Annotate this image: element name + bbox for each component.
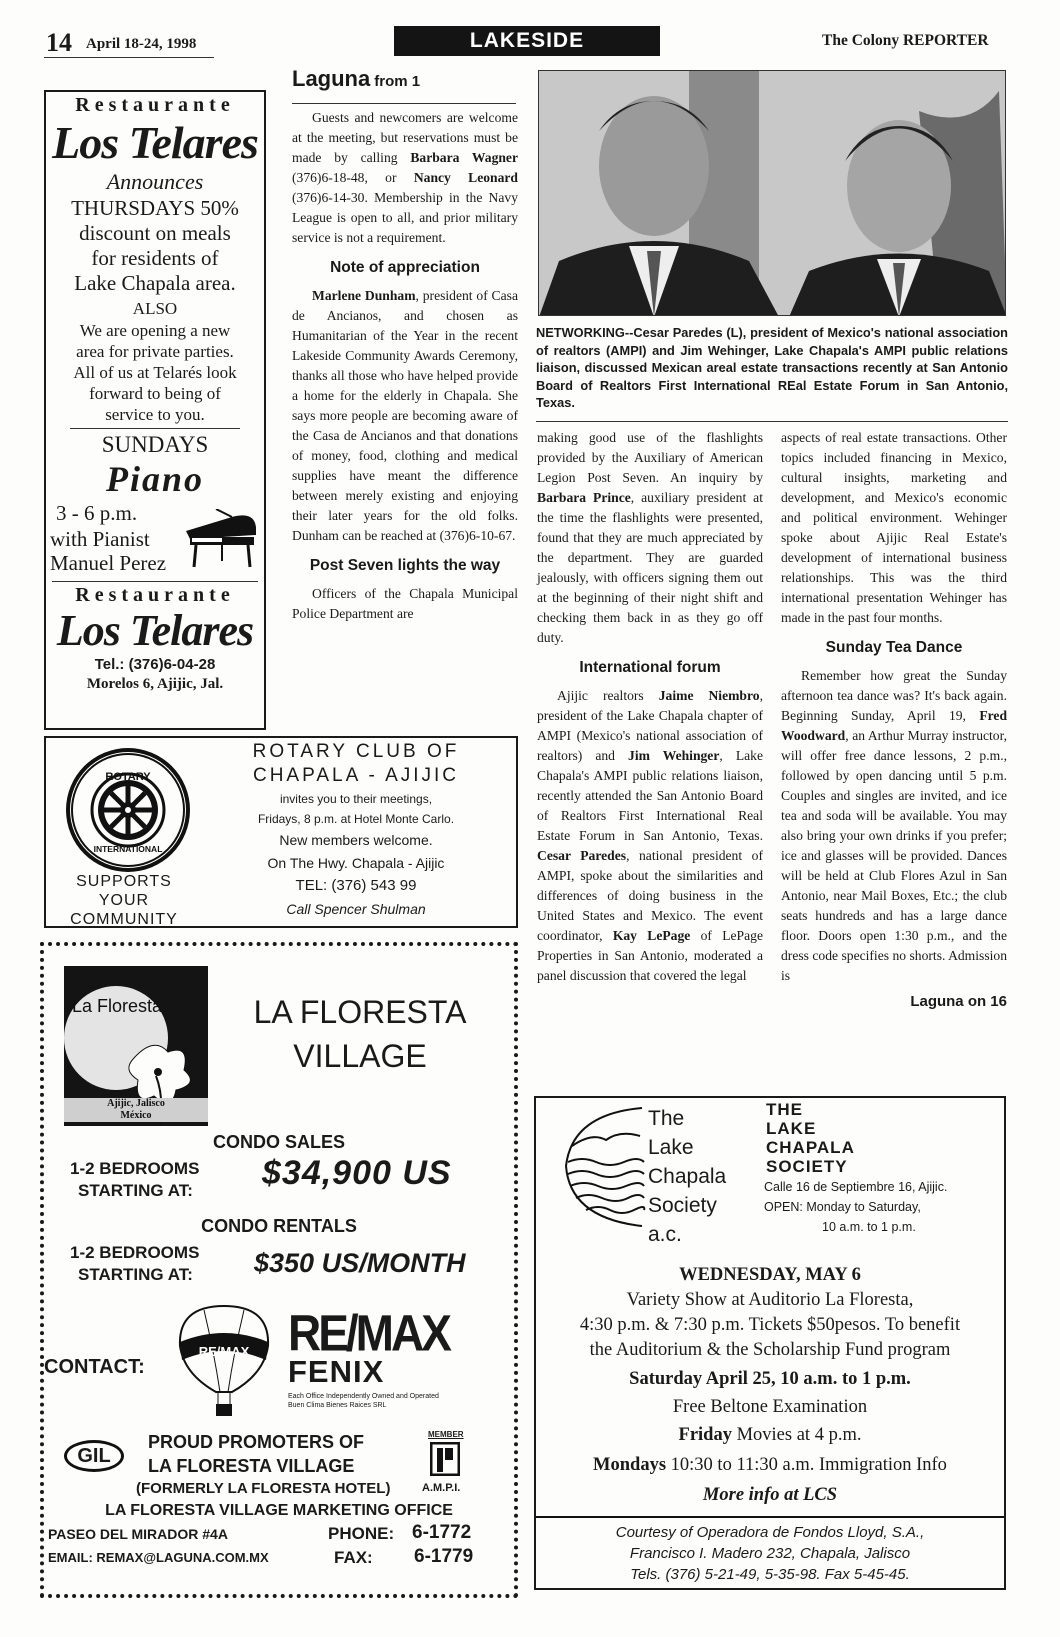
- telares-line7: All of us at Telarés look: [73, 363, 237, 382]
- issue-date: April 18-24, 1998: [86, 36, 197, 52]
- rotary-supports2: YOUR: [98, 892, 150, 909]
- rotary-logo-top: ROTARY: [105, 771, 151, 783]
- logo-text: La Floresta: [72, 996, 163, 1016]
- laguna-para2: Marlene Dunham, president of Casa de Ancianos, and chosen as Humanitarian of the Year in the recent Lakeside Community Awards Ceremony, thanks all those who have helped provide a home for the elderly in Chapala. She says more people are becoming aware of the Casa de Ancianos and that donations of money, food, clothing and medical supplies have meant the difference between merely existing and enjoying their later years for the old folks. Dunham can be reached at (376)6-10-67.: [292, 288, 518, 543]
- rotary-wheel-icon: [60, 744, 196, 876]
- remax-logo: RE/MAX: [288, 1304, 449, 1362]
- telares-pianist2: Manuel Perez: [50, 551, 167, 575]
- lcs-rule: [536, 1516, 1004, 1518]
- logo-sub1: Ajijic, Jalisco: [107, 1098, 165, 1109]
- col4-para2: Remember how great the Sunday afternoon tea dance was? It's back again. Beginning Sunday, April 19, Fred Woodward, an Arthur Murray instructor, will offer free dance lessons, 2 p.m., followed by open dancing until 5 p.m. Couples and singles are invited, and ice tea and soda will be available. You may also bring your own drinks if you prefer; ice and glasses will be provided. Dances will be held at Club Flores Azul in San Antonio, near Mail Boxes, Etc.; the club seats hundreds and has a large dance floor. Doors open 1:30 p.m., and the dress code specifies no shorts. Admission is: [781, 668, 1007, 983]
- promoters1: PROUD PROMOTERS OF: [148, 1432, 365, 1452]
- floresta-address: PASEO DEL MIRADOR #4A: [48, 1526, 228, 1542]
- courtesy2: Francisco I. Madero 232, Chapala, Jalisco: [629, 1545, 911, 1562]
- column-4: [781, 428, 1007, 1012]
- subhead-tea-dance: Sunday Tea Dance: [825, 639, 963, 656]
- telares-divider: [70, 428, 240, 429]
- col4-para1: aspects of real estate transactions. Other topics included financing in Mexico, cultural insights, marketing and development, and Mexico's economic and political environment. Wehinger spoke about Ajijic Real Estate's development of international business relationships. This was the third international presentation Wehinger has made in the past four months.: [781, 430, 1007, 625]
- laguna-para1: Guests and newcomers are welcome at the meeting, but reservations must be made by calling Barbara Wagner (376)6-18-48, or Nancy Leonard (376)6-14-30. Membership in the Navy League is open to all, and prior military service is not a requirement.: [292, 110, 518, 245]
- subhead-post-seven: Post Seven lights the way: [309, 557, 501, 574]
- event4-text: 10:30 to 11:30 a.m. Immigration Info: [666, 1455, 947, 1475]
- logo-sub: [64, 1098, 208, 1122]
- formerly-line: (FORMERLY LA FLORESTA HOTEL): [136, 1480, 391, 1497]
- paper-name: The Colony REPORTER: [822, 32, 989, 49]
- telares-line4: Lake Chapala area.: [74, 271, 236, 295]
- rotary-title2: CHAPALA - AJIJIC: [252, 765, 460, 786]
- laguna-para3: Officers of the Chapala Municipal Police Department are: [292, 586, 518, 621]
- balloon-label: RE/MAX: [198, 1344, 250, 1359]
- lcs-courtesy: [536, 1522, 1004, 1585]
- rotary-text-block: [196, 740, 516, 920]
- telares-line5: We are opening a new: [79, 321, 231, 340]
- event3-text: Movies at 4 p.m.: [731, 1425, 862, 1445]
- rotary-line5: TEL: (376) 543 99: [295, 877, 417, 894]
- lake-waves-logo-icon: [562, 1106, 646, 1228]
- lcs-title4: SOCIETY: [766, 1157, 848, 1176]
- lcs-events: [536, 1262, 1004, 1511]
- telares-pianist1: with Pianist: [50, 527, 150, 551]
- lcs-title2: LAKE: [766, 1119, 817, 1138]
- gil-logo: GIL: [64, 1440, 124, 1472]
- event3: [536, 1419, 1004, 1451]
- fenix-sub: [288, 1392, 439, 1410]
- section-banner: LAKESIDE: [394, 26, 660, 56]
- telares-logo-top: Los Telares: [52, 117, 258, 168]
- event3-head: Friday: [678, 1425, 732, 1445]
- subhead-international-forum: International forum: [579, 659, 721, 676]
- promoters-block: [148, 1430, 364, 1478]
- news-photo: [538, 70, 1006, 316]
- fenix-sub1: Each Office Independently Owned and Operated: [288, 1393, 439, 1400]
- col3-para2: Ajijic realtors Jaime Niembro, president of the Lake Chapala chapter of AMPI (Mexico's national association of realtors) and Jim Wehinger, Lake Chapala's AMPI public relations liaison, recently attended the San Antonio Board of Realtors First International Real Estate Forum in San Antonio, Texas. Cesar Paredes, national president of AMPI, spoke about the similarities and differences of doing business in the United States and Mexico. The event coordinator, Kay LePage of LePage Properties in San Antonio, moderated a panel discussion that covered the legal: [537, 688, 763, 983]
- event1-l3: the Auditorium & the Scholarship Fund program: [589, 1340, 951, 1360]
- rotary-supports3: COMMUNITY: [70, 911, 178, 928]
- rotary-title1: ROTARY CLUB OF: [252, 741, 460, 762]
- floresta-title2: VILLAGE: [293, 1038, 427, 1074]
- logo-sub2: México: [120, 1110, 152, 1121]
- telares-restaurant-top: Restaurante: [75, 94, 235, 116]
- photo-caption: NETWORKING--Cesar Paredes (L), president of Mexico's national association of realtors (AMPI) and Jim Wehinger, Lake Chapala's AMPI public relations liaison, discussed Mexican areal estate transactions recently at San Antonio Board of Realtors First International REal Estate Forum in San Antonio, Texas.: [536, 325, 1008, 410]
- fax-number: 6-1779: [414, 1546, 474, 1567]
- event1-l1: Variety Show at Auditorio La Floresta,: [626, 1290, 914, 1310]
- condo-sales-label: CONDO SALES: [212, 1132, 345, 1152]
- telares-tel: Tel.: (376)6-04-28: [94, 656, 216, 673]
- lcs-address: Calle 16 de Septiembre 16, Ajijic.: [764, 1180, 948, 1194]
- la-floresta-ad: [40, 942, 518, 1598]
- rent-bed2: STARTING AT:: [78, 1265, 193, 1284]
- caption-rule: [536, 421, 1008, 422]
- lcs-open1: OPEN: Monday to Saturday,: [764, 1200, 921, 1214]
- event2-head: Saturday April 25, 10 a.m. to 1 p.m.: [629, 1369, 911, 1389]
- telares-also: ALSO: [132, 299, 178, 318]
- sales-bed2: STARTING AT:: [78, 1181, 193, 1200]
- lcs-logo5: a.c.: [648, 1223, 682, 1246]
- event2-l1: Free Beltone Examination: [672, 1397, 868, 1417]
- column-3: [537, 428, 763, 986]
- email-line: EMAIL: REMAX@LAGUNA.COM.MX: [48, 1550, 269, 1565]
- floresta-title: [210, 990, 510, 1078]
- fenix-sub2: Buen Clima Bienes Raices SRL: [288, 1402, 387, 1409]
- fax-label: FAX:: [334, 1548, 373, 1567]
- event1-head: WEDNESDAY, MAY 6: [679, 1265, 861, 1285]
- rotary-supports-block: [52, 872, 196, 929]
- sales-price: $34,900 US: [262, 1154, 452, 1192]
- lcs-title1: THE: [766, 1100, 803, 1119]
- telares-line8: forward to being of: [89, 384, 221, 403]
- phone-number: 6-1772: [412, 1522, 472, 1543]
- courtesy3: Tels. (376) 5-21-49, 5-35-98. Fax 5-45-45.: [630, 1566, 910, 1583]
- telares-announces: Announces: [106, 169, 204, 194]
- condo-rentals-label: CONDO RENTALS: [201, 1216, 357, 1236]
- rotary-logo-bottom: INTERNATIONAL: [93, 844, 163, 854]
- telares-piano: Piano: [105, 459, 204, 499]
- rent-bedrooms: [70, 1242, 199, 1286]
- hot-air-balloon-icon: [174, 1302, 274, 1422]
- telares-line3: for residents of: [91, 246, 219, 270]
- la-floresta-logo: [64, 966, 208, 1126]
- lcs-logo4: Society: [648, 1194, 717, 1217]
- promoters2: LA FLORESTA VILLAGE: [148, 1456, 355, 1476]
- date-rule: [44, 57, 214, 58]
- event4-head: Mondays: [593, 1455, 667, 1475]
- grand-piano-icon: [182, 509, 260, 569]
- telares-line1: THURSDAYS 50%: [71, 196, 239, 220]
- telares-time: 3 - 6 p.m.: [56, 501, 138, 525]
- lcs-ad: [534, 1096, 1006, 1590]
- event1-l2: 4:30 p.m. & 7:30 p.m. Tickets $50pesos. To benefit: [579, 1315, 961, 1335]
- telares-divider-2: [52, 581, 258, 582]
- floresta-title1: LA FLORESTA: [253, 994, 467, 1030]
- telares-logo-bottom: Los Telares: [56, 606, 254, 655]
- courtesy1: Courtesy of Operadora de Fondos Lloyd, S.A.,: [615, 1524, 925, 1541]
- rotary-ad: [44, 736, 518, 928]
- sales-bedrooms: [70, 1158, 199, 1202]
- rent-price: $350 US/MONTH: [254, 1248, 466, 1278]
- laguna-heading: [292, 66, 420, 92]
- col3-para1: making good use of the flashlights provided by the Auxiliary of American Legion Post Seven. An inquiry by Barbara Prince, auxiliary president at the time the flashlights were presented, found that they are much appreciated by the department. They are guarded jealously, with officers signing them out at the beginning of their night shift and checking them back in as they go off duty.: [537, 430, 763, 645]
- telares-line6: area for private parties.: [76, 342, 234, 361]
- lcs-logo-text: [648, 1104, 726, 1249]
- laguna-article-body: [292, 108, 518, 624]
- page-number: 14: [46, 28, 72, 57]
- sales-bed1: 1-2 BEDROOMS: [70, 1159, 200, 1178]
- telares-line2: discount on meals: [79, 221, 231, 245]
- rotary-line4: On The Hwy. Chapala - Ajijic: [267, 855, 445, 871]
- telares-address: Morelos 6, Ajijic, Jal.: [86, 676, 224, 692]
- more-info: More info at LCS: [702, 1485, 838, 1505]
- jump-line: Laguna on 16: [910, 993, 1007, 1010]
- member-label: MEMBER: [428, 1430, 464, 1439]
- telares-line9: service to you.: [105, 405, 205, 424]
- lcs-logo3: Chapala: [648, 1165, 727, 1188]
- rotary-line1: invites you to their meetings,: [279, 792, 433, 806]
- laguna-heading-rule: [292, 103, 516, 104]
- rotary-line2: Fridays, 8 p.m. at Hotel Monte Carlo.: [257, 812, 455, 826]
- lcs-logo2: Lake: [648, 1136, 694, 1159]
- lcs-logo1: The: [648, 1107, 685, 1130]
- lcs-title3: CHAPALA: [766, 1138, 855, 1157]
- telares-sundays: SUNDAYS: [101, 432, 209, 457]
- laguna-heading-from: from 1: [374, 73, 421, 90]
- rotary-supports1: SUPPORTS: [76, 873, 172, 890]
- rotary-line3: New members welcome.: [279, 832, 433, 848]
- contact-label: CONTACT:: [44, 1356, 145, 1378]
- telares-ad: [44, 90, 266, 730]
- ampi-label: A.M.P.I.: [422, 1482, 461, 1494]
- ampi-logo-icon: [430, 1442, 460, 1476]
- marketing-office: LA FLORESTA VILLAGE MARKETING OFFICE: [105, 1502, 453, 1519]
- subhead-appreciation: Note of appreciation: [330, 259, 480, 276]
- fenix-logo: FENIX: [288, 1354, 385, 1389]
- lcs-title: [766, 1100, 855, 1176]
- rent-bed1: 1-2 BEDROOMS: [70, 1243, 200, 1262]
- two-men-photo: [539, 71, 1006, 316]
- event4: [536, 1451, 1004, 1479]
- telares-restaurant-bottom: Restaurante: [75, 584, 235, 606]
- rotary-line6: Call Spencer Shulman: [286, 901, 426, 917]
- lcs-open2: 10 a.m. to 1 p.m.: [822, 1220, 916, 1234]
- laguna-heading-main: Laguna: [292, 66, 371, 91]
- phone-label: PHONE:: [328, 1524, 395, 1543]
